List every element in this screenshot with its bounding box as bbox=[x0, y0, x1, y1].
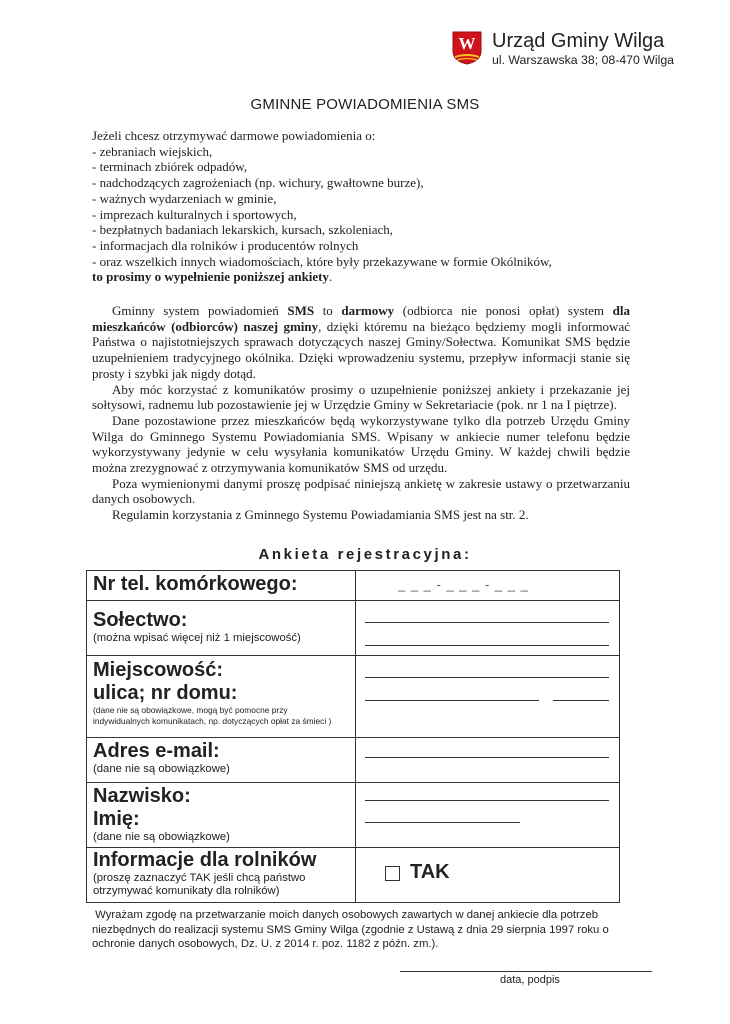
street-line[interactable] bbox=[365, 700, 539, 701]
paragraph-system: Gminny system powiadomień SMS to darmowy (odbiorca nie ponosi opłat) system dla mieszkańców (odbiorców) naszej gminy, dzięki któremu na bieżąco będziemy mogli informować Państwa o najistotniejszych sprawach dotyczących naszej Gminy/Sołectwa. Komunikat SMS będzie uzupełnieniem tradycyjnego okólnika. Dzięki wprowadzeniu systemu, przepływ informacji stanie się prosty i szybki jak nigdy dotąd. bbox=[92, 303, 630, 381]
farmers-yes-checkbox[interactable] bbox=[385, 866, 400, 881]
intro-line: - oraz wszelkich innych wiadomościach, które były przekazywane w formie Okólników, bbox=[92, 253, 552, 269]
logo-letter: W bbox=[458, 34, 476, 53]
phone-label: Nr tel. komórkowego: bbox=[93, 573, 298, 595]
intro-line: Jeżeli chcesz otrzymywać darmowe powiadomienia o: bbox=[92, 128, 376, 143]
solectwo-note: (można wpisać więcej niż 1 miejscowość) bbox=[93, 632, 301, 644]
miejscowosc-label: Miejscowość: bbox=[93, 659, 224, 681]
intro-line: - imprezach kulturalnych i sportowych, bbox=[92, 206, 297, 222]
gmina-wilga-logo bbox=[452, 31, 482, 65]
paragraph-how-to: Aby móc korzystać z komunikatów prosimy o uzupełnienie poniższej ankiety i przekazanie jej sołtysowi, radnemu lub pozostawienie jej w Urzędzie Gminy w Sekretariacie (pok. nr 1 na I piętrze). bbox=[92, 381, 630, 413]
nazwisko-label: Nazwisko: bbox=[93, 785, 191, 807]
office-address: ul. Warszawska 38; 08-470 Wilga bbox=[492, 53, 675, 67]
intro-line: - ważnych wydarzeniach w gminie, bbox=[92, 190, 277, 206]
solectwo-input-cell[interactable] bbox=[356, 601, 620, 656]
email-note: (dane nie są obowiązkowe) bbox=[93, 763, 230, 775]
description-paragraphs bbox=[92, 303, 630, 523]
house-number-line[interactable] bbox=[553, 700, 609, 701]
form-row-phone bbox=[87, 571, 620, 601]
miejscowosc-line[interactable] bbox=[365, 677, 609, 678]
farmers-yes-label: TAK bbox=[410, 861, 450, 883]
imie-label: Imię: bbox=[93, 808, 140, 830]
survey-title: Ankieta rejestracyjna: bbox=[258, 546, 472, 563]
form-row-address bbox=[87, 656, 620, 738]
surname-line[interactable] bbox=[365, 800, 609, 801]
form-row-farmers bbox=[87, 848, 620, 903]
farmers-label: Informacje dla rolników bbox=[93, 849, 317, 871]
phone-mask: _ _ _ - _ _ _ - _ _ _ bbox=[398, 577, 529, 592]
paragraph-signature: Poza wymienionymi danymi proszę podpisać niniejszą ankietę w zakresie ustawy o przetwarzaniu danych osobowych. bbox=[92, 475, 630, 507]
intro-cta: to prosimy o wypełnienie poniższej ankiety. bbox=[92, 269, 333, 285]
registration-form bbox=[86, 570, 620, 903]
signature-label: data, podpis bbox=[500, 974, 560, 986]
office-name: Urząd Gminy Wilga bbox=[492, 30, 665, 52]
form-row-name bbox=[87, 783, 620, 848]
paragraph-data-usage: Dane pozostawione przez mieszkańców będą wykorzystywane tylko dla potrzeb Urzędu Gminy Wilga do Gminnego Systemu Powiadomiania SMS. Wpisany w ankiecie numer telefonu będzie wykorzystywany jedynie w celu wysyłania komunikatów Urzędu Gminy. W każdej chwili będzie można zrezygnować z otrzymywania komunikatów SMS od urzędu. bbox=[92, 412, 630, 476]
paragraph-regulations: Regulamin korzystania z Gminnego Systemu Powiadamiania SMS jest na str. 2. bbox=[112, 507, 529, 523]
ulica-label: ulica; nr domu: bbox=[93, 682, 238, 704]
name-note: (dane nie są obowiązkowe) bbox=[93, 831, 230, 843]
name-input-cell[interactable] bbox=[356, 783, 620, 848]
email-line[interactable] bbox=[365, 757, 609, 758]
signature-line[interactable] bbox=[400, 971, 652, 972]
email-label: Adres e-mail: bbox=[93, 740, 220, 762]
consent-text: Wyrażam zgodę na przetwarzanie moich danych osobowych zawartych w danej ankiecie dla potrzeb niezbędnych do realizacji systemu SMS Gminy Wilga (zgodnie z Ustawą z dnia 29 sierpnia 1997 roku o ochronie danych osobowych, Dz. U. z 2014 r. poz. 1182 z późn. zm.). bbox=[92, 909, 609, 951]
intro-line: - terminach zbiórek odpadów, bbox=[92, 159, 248, 175]
intro-list bbox=[92, 128, 652, 285]
address-input-cell[interactable] bbox=[356, 656, 620, 738]
address-note: (dane nie są obowiązkowe, mogą być pomocne przy bbox=[93, 705, 288, 715]
farmers-note: otrzymywać komunikaty dla rolników) bbox=[93, 885, 280, 897]
solectwo-line[interactable] bbox=[365, 645, 609, 646]
page-title: GMINNE POWIADOMIENIA SMS bbox=[250, 96, 480, 113]
form-row-solectwo bbox=[87, 601, 620, 656]
first-name-line[interactable] bbox=[365, 822, 520, 823]
intro-line: - zebraniach wiejskich, bbox=[92, 143, 213, 159]
intro-line: - bezpłatnych badaniach lekarskich, kursach, szkoleniach, bbox=[92, 222, 394, 238]
solectwo-line[interactable] bbox=[365, 622, 609, 623]
address-note: indywidualnych komunikatach, np. dotyczących opłat za śmieci ) bbox=[93, 715, 332, 726]
intro-line: - informacjach dla rolników i producentów rolnych bbox=[92, 237, 359, 253]
solectwo-label: Sołectwo: bbox=[93, 609, 188, 631]
email-input-cell[interactable] bbox=[356, 738, 620, 783]
farmers-note: (proszę zaznaczyć TAK jeśli chcą państwo bbox=[93, 872, 306, 884]
intro-line: - nadchodzących zagrożeniach (np. wichury, gwałtowne burze), bbox=[92, 175, 424, 191]
form-row-email bbox=[87, 738, 620, 783]
